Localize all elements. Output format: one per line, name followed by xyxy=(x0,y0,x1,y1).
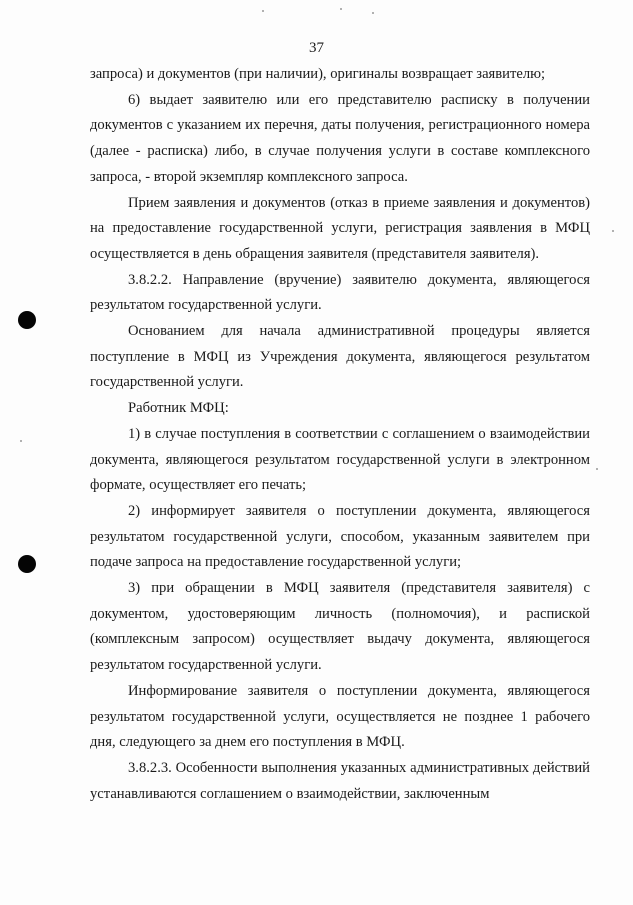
paragraph: Информирование заявителя о поступлении документа, являющегося результатом государственной услуги, осуществляется не позднее 1 рабочего дня, следующего за днем его поступления в МФЦ. xyxy=(90,682,590,751)
paragraph: 1) в случае поступления в соответствии с соглашением о взаимодействии документа, являющегося результатом государственной услуги в электронном формате, осуществляет его печать; xyxy=(90,425,590,494)
paragraph: Прием заявления и документов (отказ в приеме заявления и документов) на предоставление государственной услуги, регистрация заявления в МФЦ осуществляется в день обращения заявителя (представителя заявителя). xyxy=(90,194,590,262)
document-body xyxy=(90,62,590,807)
scan-speck xyxy=(612,230,614,232)
paragraph: 6) выдает заявителю или его представителю расписку в получении документов с указанием их перечня, даты получения, регистрационного номера (далее - расписка) либо, в случае получения услуги в составе комплексного запроса, - второй экземпляр комплексного запроса. xyxy=(90,91,590,185)
punch-hole-lower xyxy=(18,555,36,573)
paragraph: запроса) и документов (при наличии), оригиналы возвращает заявителю; xyxy=(90,66,546,82)
paragraph: 3.8.2.3. Особенности выполнения указанных административных действий устанавливаются соглашением о взаимодействии, заключенным xyxy=(90,759,590,802)
paragraph: 3) при обращении в МФЦ заявителя (представителя заявителя) с документом, удостоверяющим личность (полномочия), и распиской (комплексным запросом) осуществляет выдачу документа, являющегося результатом государственной услуги. xyxy=(90,580,590,674)
paragraph: Основанием для начала административной процедуры является поступление в МФЦ из Учреждения документа, являющегося результатом государственной услуги. xyxy=(90,323,590,391)
scan-speck xyxy=(262,10,264,12)
scan-speck xyxy=(596,468,598,470)
paragraph: Работник МФЦ: xyxy=(128,400,229,417)
paragraph: 2) информирует заявителя о поступлении документа, являющегося результатом государственной услуги, способом, указанным заявителем при подаче запроса на предоставление государственной услуги; xyxy=(90,502,590,571)
paragraph: 3.8.2.2. Направление (вручение) заявителю документа, являющегося результатом государственной услуги. xyxy=(90,271,590,314)
scan-speck xyxy=(372,12,374,14)
scan-speck xyxy=(20,440,22,442)
page-number: 37 xyxy=(309,40,324,56)
punch-hole-upper xyxy=(18,311,36,329)
scan-speck xyxy=(340,8,342,10)
